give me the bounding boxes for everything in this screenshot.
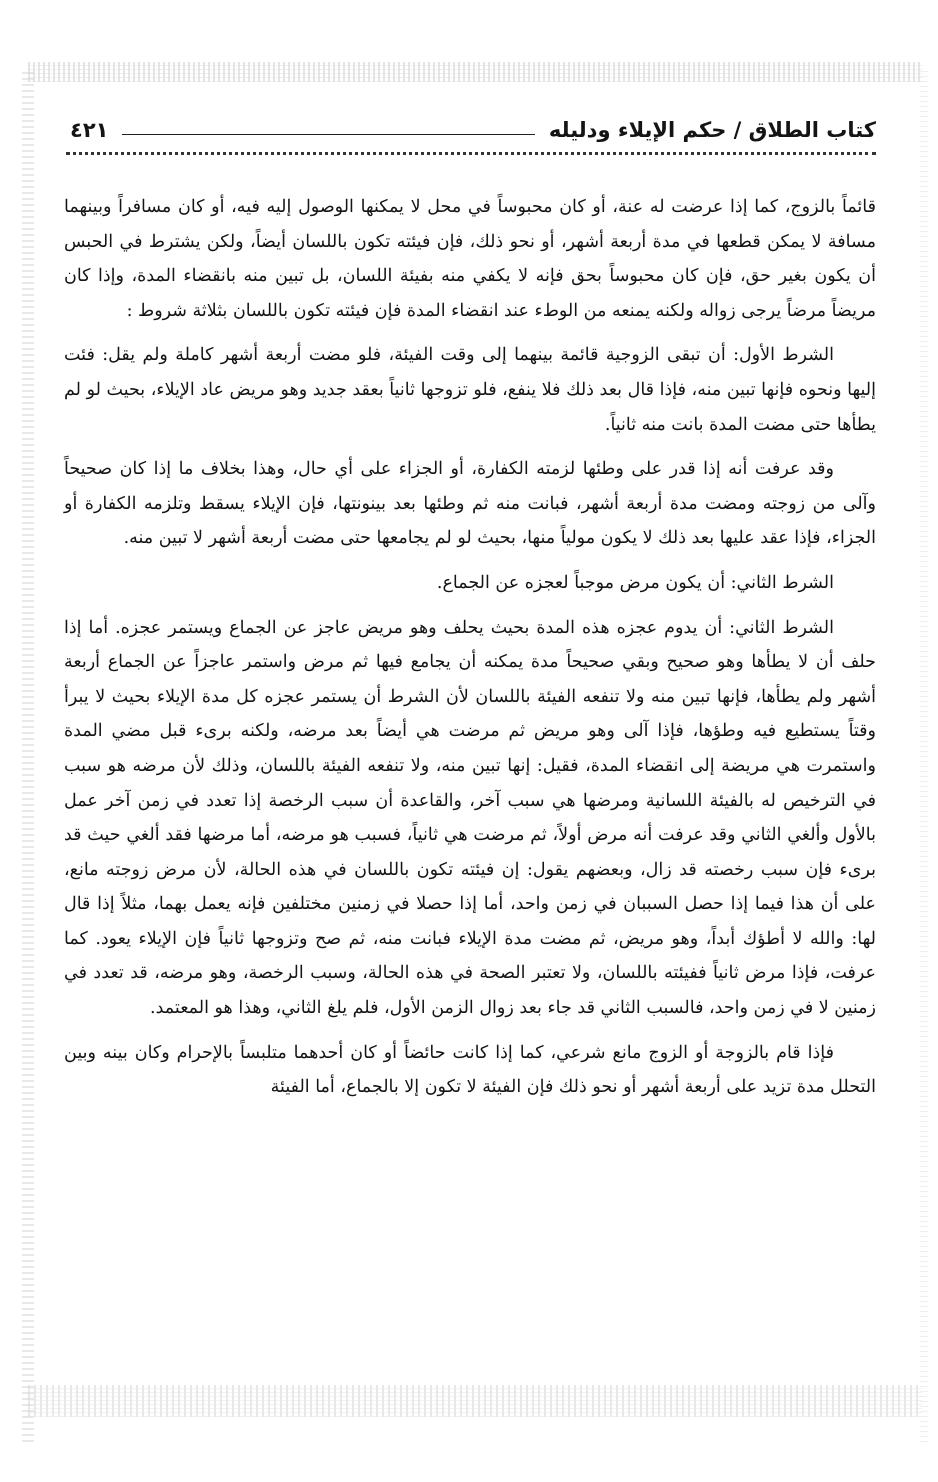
scan-edge-bottom bbox=[28, 1385, 922, 1417]
header-rule bbox=[122, 134, 534, 135]
paragraph: قائماً بالزوج، كما إذا عرضت له عنة، أو كان محبوساً في محل لا يمكنها الوصول إليه فيه، أو كان مسافراً وبينهما مسافة لا يمكن قطعها في مدة أربعة أشهر، أو نحو ذلك، فإن فيئته تكون باللسان أيضاً، ولكن يشترط في الحبس أن يكون بغير حق، فإن كان محبوساً بحق فإنه لا يكفي منه بفيئة اللسان، بل تبين منه بانقضاء المدة، وإذا كان مريضاً مرضاً يرجى زواله ولكنه يمنعه من الوطء عند انقضاء المدة فإن فيئته تكون باللسان بثلاثة شروط : bbox=[64, 197, 876, 321]
scan-edge-right bbox=[920, 70, 928, 1442]
running-header bbox=[70, 110, 876, 150]
scan-edge-top bbox=[28, 62, 922, 82]
scan-edge-left bbox=[22, 70, 34, 1442]
paragraph: فإذا قام بالزوجة أو الزوج مانع شرعي، كما إذا كانت حائضاً أو كان أحدهما متلبساً بالإحرام وكان بينه وبين التحلل مدة تزيد على أربعة أشهر أو نحو ذلك فإن الفيئة لا تكون إلا بالجماع، أما الفيئة bbox=[64, 1042, 876, 1098]
paragraph: الشرط الأول: أن تبقى الزوجية قائمة بينهما إلى وقت الفيئة، فلو مضت أربعة أشهر كاملة ولم يقل: فئت إليها ونحوه فإنها تبين منه، فإذا قال بعد ذلك فلا ينفع، فلو تزوجها ثانياً بعقد جديد وهو مريض عاد الإيلاء، بحيث لو لم يطأها حتى مضت المدة بانت منه ثانياً. bbox=[64, 345, 876, 435]
paragraph: الشرط الثاني: أن يكون مرض موجباً لعجزه عن الجماع. bbox=[436, 572, 834, 593]
header-title: كتاب الطلاق / حكم الإيلاء ودليله bbox=[548, 118, 876, 142]
page-body bbox=[64, 190, 876, 1115]
page-number: ٤٢١ bbox=[70, 118, 109, 142]
paragraph: الشرط الثاني: أن يدوم عجزه هذه المدة بحيث يحلف وهو مريض عاجز عن الجماع ويستمر عجزه. أما إذا حلف أن لا يطأها وهو صحيح وبقي صحيحاً مدة يمكنه أن يجامع فيها ثم مرض واستمر عاجزاً عن الجماع أربعة أشهر ولم يطأها، فإنها تبين منه ولا تنفعه الفيئة باللسان لأن الشرط أن يستمر عجزه كل مدة الإيلاء بحيث لا يبرأ وقتاً يستطيع فيه وطؤها، فإذا آلى وهو مريض ثم مرضت هي أيضاً بعد مرضه، ولكنه برىء قبل مضي المدة واستمرت هي مريضة إلى انقضاء المدة، فقيل: إنها تبين منه، ولا تنفعه الفيئة باللسان، وذلك لأن مرضه هو سبب في الترخيص له بالفيئة اللسانية ومرضها هي سبب آخر، والقاعدة أن سبب الرخصة إذا تعدد في زمن آخر عمل بالأول وألغي الثاني وقد عرفت أنه مرض أولاً، ثم مرضت هي ثانياً، فسبب هو مرضه، أما مرضها فقد ألغي حيث قد برىء فإن سبب رخصته قد زال، وبعضهم يقول: إن فيئته تكون باللسان في هذه الحالة، لأن مرض زوجته مانع، على أن هذا فيما إذا حصل السببان في زمن واحد، أما إذا حصلا في زمنين مختلفين فإنه يعمل بهما، مثلاً إذا قال لها: والله لا أطؤك أبداً، وهو مريض، ثم مضت مدة الإيلاء فبانت منه، ثم صح وتزوجها ثانياً فإن الإيلاء يعود. كما عرفت، فإذا مرض ثانياً ففيئته باللسان، ولا تعتبر الصحة في هذه الحالة، وسبب الرخصة، وهو مرضه، قد تعدد في زمنين لا في زمن واحد، فالسبب الثاني قد جاء بعد زوال الزمن الأول، فلم يلغ الثاني، وهذا هو المعتمد. bbox=[64, 617, 876, 1019]
dotted-separator bbox=[66, 152, 876, 155]
paragraph: وقد عرفت أنه إذا قدر على وطئها لزمته الكفارة، أو الجزاء على أي حال، وهذا بخلاف ما إذا كان صحيحاً وآلى من زوجته ومضت مدة أربعة أشهر، فبانت منه ثم وطئها بعد بينونتها، فإن الإيلاء يسقط وتلزمه الكفارة أو الجزاء، فإذا عقد عليها بعد ذلك لا يكون مولياً منها، بحيث لو لم يجامعها حتى مضت أربعة أشهر لا تبين منه. bbox=[64, 459, 876, 549]
